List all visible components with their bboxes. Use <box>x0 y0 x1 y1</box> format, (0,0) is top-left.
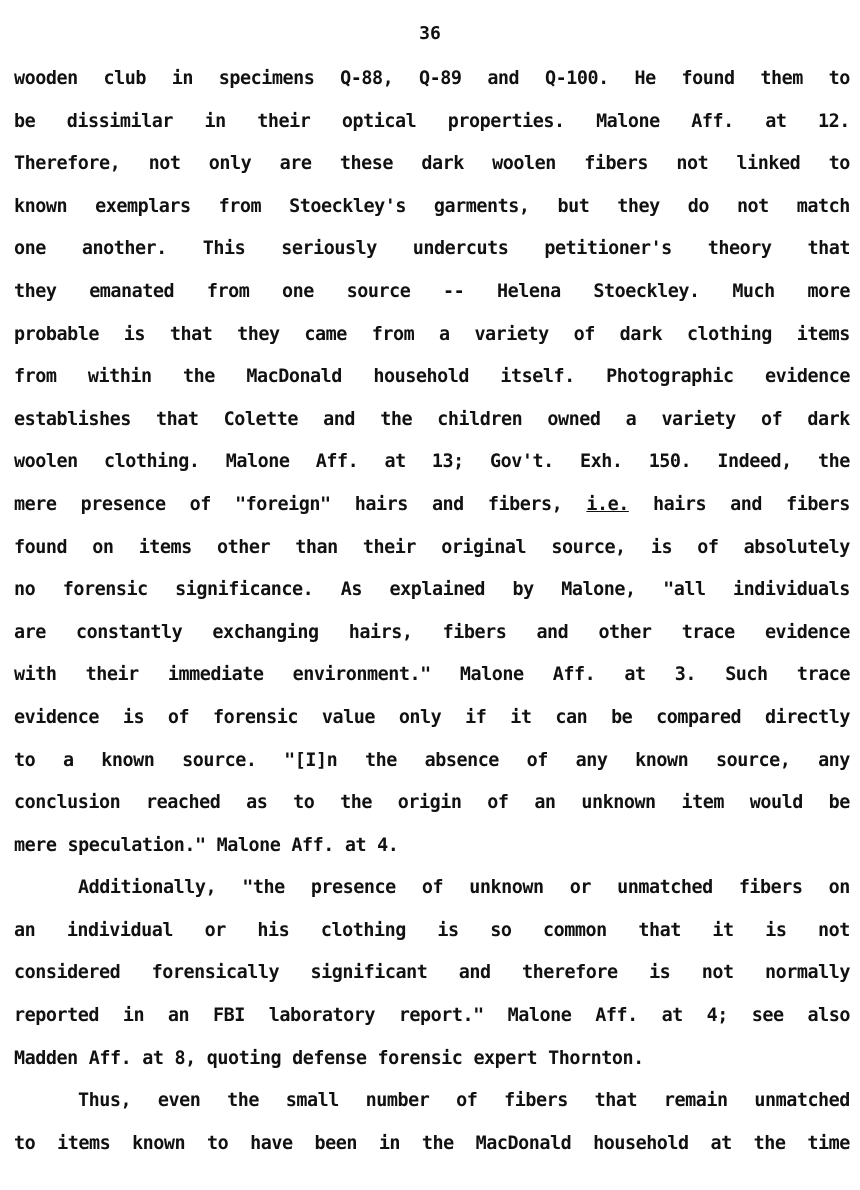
word: at <box>624 664 646 686</box>
word: at <box>661 1005 683 1027</box>
word: other <box>216 536 271 558</box>
word: they <box>617 195 660 217</box>
text-line <box>14 356 850 399</box>
word: normally <box>765 962 850 984</box>
word: a <box>62 749 74 771</box>
body-text <box>14 58 850 1165</box>
word: is <box>649 962 671 984</box>
word: forensic <box>213 706 298 728</box>
word: or <box>204 919 226 941</box>
word: so <box>490 919 512 941</box>
word: any <box>818 749 850 771</box>
word: would <box>749 792 803 814</box>
word: in <box>122 1005 145 1027</box>
word: if <box>465 706 487 728</box>
word: and <box>323 408 356 430</box>
word: Malone <box>459 664 524 686</box>
text-line <box>14 101 850 144</box>
word: significant <box>310 962 428 984</box>
word: of <box>189 493 211 515</box>
word: is <box>122 706 145 728</box>
word: children <box>437 408 523 430</box>
word: Malone, <box>561 579 636 601</box>
word: other <box>598 621 652 643</box>
word: not <box>676 153 709 175</box>
text-line <box>14 867 850 910</box>
word: number <box>365 1090 430 1112</box>
word: or <box>569 877 591 899</box>
text-line <box>14 1038 850 1081</box>
word: Photographic <box>606 366 734 388</box>
word: MacDonald <box>246 366 342 388</box>
word: their <box>85 664 139 686</box>
word: not <box>148 153 181 175</box>
word: have <box>250 1132 293 1154</box>
word: that <box>156 408 199 430</box>
word: time <box>807 1132 850 1154</box>
word: presence <box>310 877 396 899</box>
word: Thus, <box>78 1090 132 1112</box>
word: to <box>828 153 850 175</box>
word: optical <box>341 110 417 132</box>
text-line <box>14 952 850 995</box>
word: linked <box>736 153 801 175</box>
word: explained <box>389 579 486 601</box>
word: Aff. <box>88 1047 132 1069</box>
word: one <box>14 238 46 260</box>
word: considered <box>14 962 121 984</box>
word: one <box>282 280 314 302</box>
text-line <box>14 612 850 655</box>
word: itself. <box>500 366 575 388</box>
word: Aff. <box>552 664 596 686</box>
word: at <box>344 834 367 856</box>
word: immediate <box>167 664 264 686</box>
word: Q-100. <box>544 68 609 89</box>
word: the <box>380 408 413 430</box>
word: conclusion <box>14 792 121 814</box>
text-line <box>14 1080 850 1123</box>
text-line <box>14 654 850 697</box>
word: speculation." <box>67 834 206 856</box>
word: forensic <box>62 579 148 601</box>
word: Helena <box>496 280 561 302</box>
word: his <box>257 919 290 941</box>
word: individual <box>66 919 174 941</box>
word: do <box>687 195 709 217</box>
word: item <box>681 792 724 814</box>
word: unknown <box>469 877 544 899</box>
word: their <box>257 110 311 132</box>
word: these <box>339 153 393 175</box>
word: than <box>295 536 338 558</box>
word: environment." <box>292 664 431 686</box>
word: Q-88, <box>340 68 394 89</box>
word: to <box>207 1132 229 1154</box>
word: within <box>87 366 152 388</box>
word: origin <box>397 792 462 814</box>
text-line <box>14 910 850 953</box>
word: woolen <box>14 451 78 473</box>
word: of <box>421 877 444 899</box>
word: original <box>441 536 527 558</box>
word: been <box>314 1132 357 1154</box>
word: another. <box>81 238 167 260</box>
word: see <box>751 1005 784 1027</box>
word: Colette <box>223 408 299 430</box>
word: defense <box>292 1047 367 1069</box>
word: variety <box>474 323 549 345</box>
word: evidence <box>765 366 850 388</box>
word: in <box>171 68 194 89</box>
word: wooden <box>14 68 78 89</box>
word: fibers <box>738 877 803 899</box>
word: clothing <box>686 323 772 345</box>
word: an <box>534 792 556 814</box>
word: household <box>593 1132 689 1154</box>
word: the <box>183 366 215 388</box>
text-line <box>14 1123 850 1166</box>
word: significance. <box>175 579 314 601</box>
text-line <box>14 527 850 570</box>
word: Aff. <box>315 451 359 473</box>
word: evidence <box>14 706 99 728</box>
word: is <box>650 536 673 558</box>
word: any <box>575 749 608 771</box>
word: club <box>103 68 146 89</box>
word: the <box>817 451 850 473</box>
word: that <box>807 238 850 260</box>
word: not <box>818 919 850 941</box>
word: from <box>206 280 250 302</box>
text-line <box>14 569 850 612</box>
word: hairs <box>652 493 707 515</box>
word: forensically <box>151 962 280 984</box>
word: items <box>138 536 192 558</box>
page-number: 36 <box>419 23 441 44</box>
word: fibers <box>504 1090 568 1112</box>
word: probable <box>14 323 99 345</box>
word: is <box>123 323 146 345</box>
word: from <box>218 195 262 217</box>
word: Indeed, <box>717 451 792 473</box>
word: Additionally, <box>78 877 217 899</box>
word: therefore <box>522 962 618 984</box>
word: "all <box>663 579 706 601</box>
word: forensic <box>377 1047 463 1069</box>
word: be <box>14 110 36 132</box>
word: at <box>384 451 406 473</box>
word: only <box>398 706 442 728</box>
word: be <box>828 792 850 814</box>
word: quoting <box>206 1047 282 1069</box>
text-line <box>14 228 850 271</box>
word: trace <box>681 621 735 643</box>
text-line <box>14 399 850 442</box>
word: the <box>340 792 373 814</box>
word: exchanging <box>212 621 319 643</box>
word: on <box>828 877 850 899</box>
word: Exh. <box>579 451 623 473</box>
word: garments, <box>433 195 530 217</box>
word: 3. <box>674 664 697 686</box>
word: expert <box>473 1047 538 1069</box>
word: Malone <box>216 834 281 856</box>
word: common <box>543 919 607 941</box>
word: fibers, <box>487 493 563 515</box>
word: to <box>828 68 850 89</box>
word: unmatched <box>754 1090 850 1112</box>
word: their <box>362 536 417 558</box>
word: reached <box>146 792 221 814</box>
word: Stoeckley's <box>289 195 406 217</box>
word: 8, <box>174 1047 196 1069</box>
word: known <box>132 1132 186 1154</box>
word: the <box>365 749 397 771</box>
word: not <box>701 962 734 984</box>
word: from <box>14 366 57 388</box>
word: is <box>437 919 459 941</box>
word: found <box>14 536 68 558</box>
word: source, <box>716 749 791 771</box>
word: laboratory <box>268 1005 375 1027</box>
word: unknown <box>581 792 656 814</box>
word: and <box>487 68 520 89</box>
word: As <box>340 579 362 601</box>
word: value <box>321 706 375 728</box>
word: 4. <box>377 834 399 856</box>
word: known <box>101 749 155 771</box>
word: the <box>227 1090 259 1112</box>
word: theory <box>707 238 772 260</box>
text-line <box>14 186 850 229</box>
word: from <box>371 323 415 345</box>
word: "[I]n <box>284 749 338 771</box>
word: a <box>439 323 450 345</box>
word: compared <box>656 706 742 728</box>
word: This <box>202 238 246 260</box>
word: they <box>14 280 57 302</box>
word: with <box>14 664 57 686</box>
word: remain <box>663 1090 728 1112</box>
word: evidence <box>764 621 850 643</box>
word: Much <box>732 280 775 302</box>
word: hairs, <box>348 621 413 643</box>
word: an <box>14 919 36 941</box>
word: seriously <box>281 238 377 260</box>
word: to <box>14 749 36 771</box>
word: of <box>456 1090 478 1112</box>
word: are <box>14 621 46 643</box>
word: dissimilar <box>66 110 173 132</box>
word: found <box>681 68 735 89</box>
word: more <box>807 280 850 302</box>
word: i.e. <box>586 493 629 515</box>
word: even <box>157 1090 201 1112</box>
word: they <box>237 323 280 345</box>
word: of <box>760 408 783 430</box>
word: reported <box>14 1005 99 1027</box>
word: that <box>169 323 213 345</box>
word: household <box>373 366 469 388</box>
word: 150. <box>648 451 692 473</box>
word: specimens <box>218 68 315 89</box>
word: items <box>796 323 850 345</box>
word: "foreign" <box>235 493 331 515</box>
word: can <box>555 706 588 728</box>
word: no <box>14 579 36 601</box>
word: of <box>697 536 719 558</box>
word: at <box>710 1132 732 1154</box>
text-line <box>14 441 850 484</box>
word: trace <box>796 664 850 686</box>
word: by <box>512 579 534 601</box>
word: FBI <box>213 1005 245 1027</box>
text-line <box>14 143 850 186</box>
word: fibers <box>584 153 648 175</box>
word: MacDonald <box>475 1132 572 1154</box>
word: and <box>730 493 763 515</box>
word: to <box>14 1132 36 1154</box>
text-line <box>14 271 850 314</box>
word: the <box>753 1132 786 1154</box>
word: absolutely <box>743 536 850 558</box>
word: properties. <box>447 110 565 132</box>
word: 4; <box>706 1005 728 1027</box>
word: He <box>634 68 656 89</box>
word: absence <box>424 749 499 771</box>
text-line <box>14 825 850 868</box>
word: owned <box>547 408 601 430</box>
word: mere <box>14 834 57 856</box>
word: individuals <box>733 579 850 601</box>
word: source, <box>551 536 626 558</box>
word: Aff. <box>291 834 334 856</box>
word: is <box>765 919 787 941</box>
word: constantly <box>76 621 183 643</box>
word: and <box>431 493 464 515</box>
word: hairs <box>354 493 408 515</box>
word: source. <box>182 749 257 771</box>
word: fibers <box>442 621 507 643</box>
word: in <box>378 1132 401 1154</box>
word: dark <box>421 153 464 175</box>
word: woolen <box>492 153 556 175</box>
word: are <box>279 153 312 175</box>
word: Stoeckley. <box>593 280 700 302</box>
word: Thornton. <box>548 1047 644 1069</box>
word: directly <box>764 706 850 728</box>
word: the <box>421 1132 454 1154</box>
word: Madden <box>14 1047 78 1069</box>
word: not <box>736 195 769 217</box>
text-line <box>14 740 850 783</box>
word: 13; <box>431 451 464 473</box>
word: and <box>536 621 569 643</box>
word: dark <box>619 323 663 345</box>
word: known <box>635 749 689 771</box>
word: a <box>625 408 637 430</box>
word: also <box>807 1005 850 1027</box>
word: emanated <box>89 280 175 302</box>
word: at <box>142 1047 164 1069</box>
word: at <box>765 110 787 132</box>
word: known <box>14 195 68 217</box>
word: only <box>208 153 252 175</box>
word: Aff. <box>595 1005 638 1027</box>
text-line <box>14 58 850 101</box>
text-line <box>14 697 850 740</box>
word: match <box>796 195 850 217</box>
word: Malone <box>225 451 290 473</box>
text-line <box>14 484 850 527</box>
word: dark <box>807 408 850 430</box>
word: source <box>346 280 411 302</box>
word: mere <box>14 493 57 515</box>
word: presence <box>80 493 166 515</box>
word: Malone <box>507 1005 572 1027</box>
word: to <box>293 792 315 814</box>
word: petitioner's <box>544 238 672 260</box>
word: in <box>204 110 226 132</box>
word: be <box>611 706 633 728</box>
word: exemplars <box>95 195 191 217</box>
word: came <box>304 323 347 345</box>
word: but <box>557 195 590 217</box>
word: that <box>594 1090 638 1112</box>
word: of <box>167 706 190 728</box>
word: small <box>285 1090 339 1112</box>
word: Q-89 <box>419 68 462 89</box>
word: unmatched <box>617 877 713 899</box>
word: it <box>712 919 734 941</box>
word: it <box>510 706 532 728</box>
word: report." <box>398 1005 484 1027</box>
word: undercuts <box>412 238 509 260</box>
text-line <box>14 995 850 1038</box>
word: that <box>638 919 681 941</box>
word: clothing. <box>103 451 200 473</box>
word: of <box>487 792 509 814</box>
text-line <box>14 314 850 357</box>
word: of <box>573 323 595 345</box>
word: clothing <box>320 919 406 941</box>
word: establishes <box>14 408 131 430</box>
word: and <box>458 962 491 984</box>
word: them <box>760 68 803 89</box>
word: Therefore, <box>14 153 121 175</box>
word: "the <box>242 877 285 899</box>
word: 12. <box>818 110 850 132</box>
word: as <box>246 792 268 814</box>
word: fibers <box>786 493 850 515</box>
word: Such <box>725 664 768 686</box>
word: -- <box>443 280 465 302</box>
word: Gov't. <box>490 451 554 473</box>
word: Aff. <box>691 110 734 132</box>
word: of <box>526 749 548 771</box>
word: Malone <box>596 110 660 132</box>
word: items <box>57 1132 111 1154</box>
word: on <box>92 536 114 558</box>
word: an <box>167 1005 190 1027</box>
word: variety <box>661 408 736 430</box>
text-line <box>14 782 850 825</box>
